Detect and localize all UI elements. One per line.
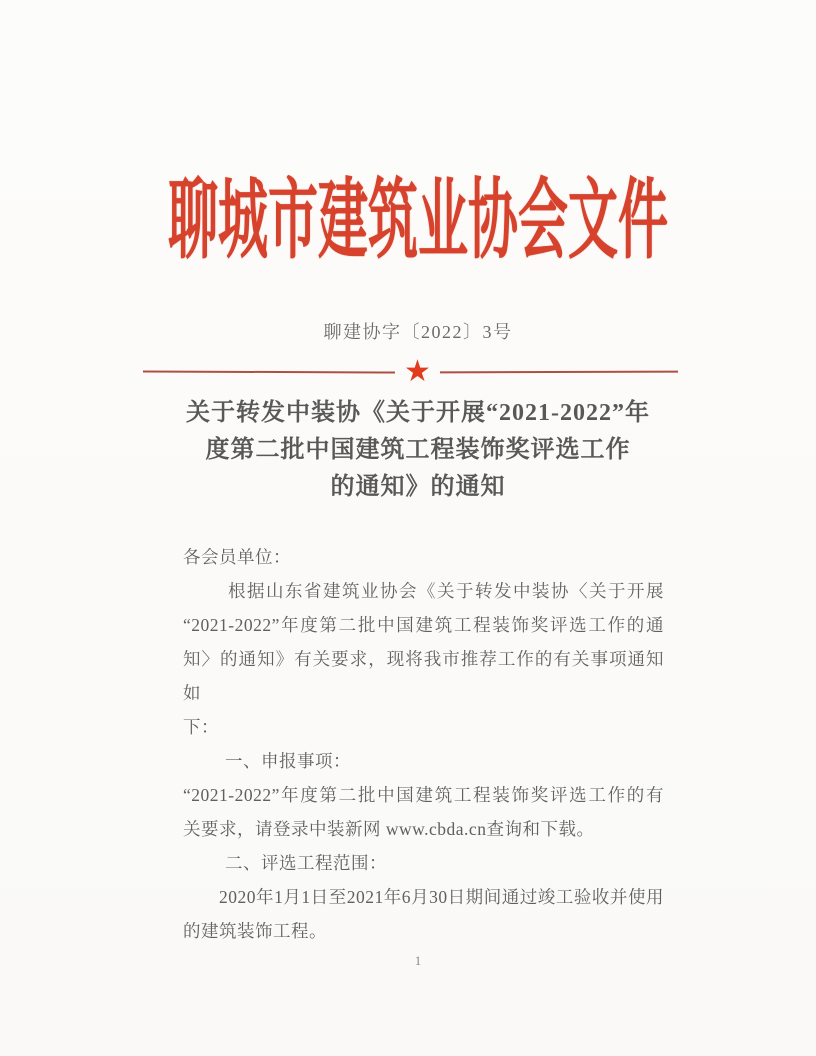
org-header-red-title: 聊城市建筑业协会文件 bbox=[168, 171, 668, 269]
doc-reference-number: 聊建协字〔2022〕3号 bbox=[323, 322, 513, 342]
body-line: 根据山东省建筑业协会《关于转发中装协〈关于开展 bbox=[228, 581, 664, 601]
body-line: 关要求，请登录中装新网 www.cbda.cn查询和下载。 bbox=[183, 819, 595, 839]
notice-title-line-2: 度第二批中国建筑工程装饰奖评选工作 bbox=[205, 437, 631, 463]
body-line: 2020年1月1日至2021年6月30日期间通过竣工验收并使用 bbox=[219, 887, 664, 907]
body-line: “2021-2022”年度第二批中国建筑工程装饰奖评选工作的有 bbox=[183, 785, 664, 805]
page-content bbox=[20, 0, 816, 1056]
body-line: 下： bbox=[183, 717, 219, 737]
red-divider bbox=[143, 355, 678, 388]
notice-body bbox=[183, 540, 664, 948]
section-heading: 一、申报事项： bbox=[225, 751, 351, 771]
notice-title-line-1: 关于转发中装协《关于开展“2021-2022”年 bbox=[186, 400, 650, 426]
divider-line-left bbox=[143, 370, 395, 373]
body-line: 知〉的通知》有关要求，现将我市推荐工作的有关事项通知如 bbox=[183, 649, 664, 703]
salutation-line: 各会员单位： bbox=[183, 547, 291, 567]
body-line: 的建筑装饰工程。 bbox=[183, 921, 327, 941]
body-line: “2021-2022”年度第二批中国建筑工程装饰奖评选工作的通 bbox=[183, 615, 664, 635]
page-number: 1 bbox=[414, 953, 422, 968]
star-icon: ★ bbox=[404, 355, 431, 388]
notice-title bbox=[20, 395, 816, 506]
notice-title-line-3: 的通知》的通知 bbox=[330, 474, 506, 500]
divider-line-right bbox=[440, 371, 678, 374]
section-heading: 二、评选工程范围： bbox=[225, 853, 387, 873]
